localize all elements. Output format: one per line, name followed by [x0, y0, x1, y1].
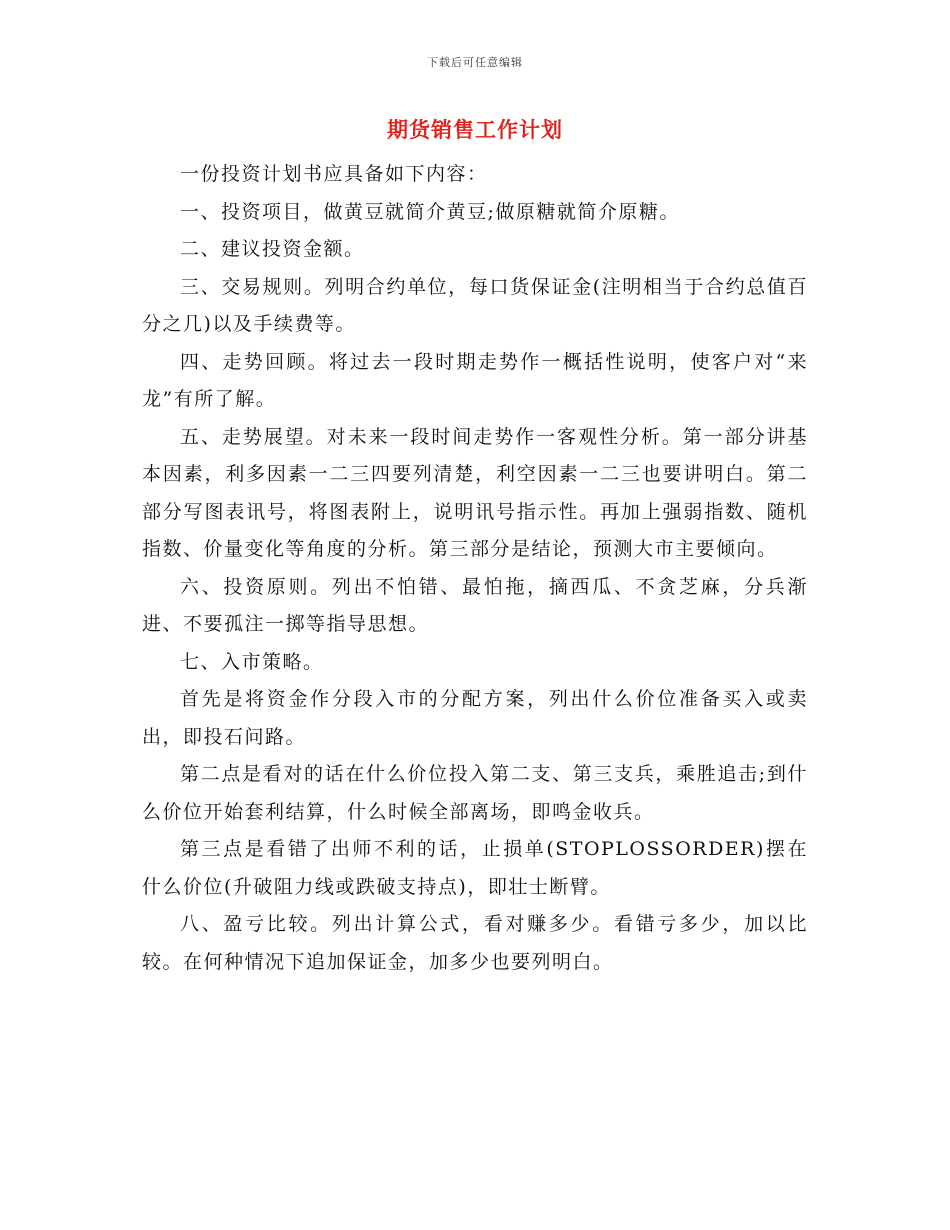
paragraph-trading-rules: 三、交易规则。列明合约单位，每口货保证金(注明相当于合约总值百分之几)以及手续费等。	[142, 275, 808, 335]
paragraph-trend-review: 四、走势回顾。将过去一段时期走势作一概括性说明，使客户对“来龙”有所了解。	[142, 350, 808, 410]
paragraph-strategy-second: 第二点是看对的话在什么价位投入第二支、第三支兵，乘胜追击;到什么价位开始套利结算，什么时候全部离场，即鸣金收兵。	[142, 763, 808, 823]
document-body	[142, 156, 808, 981]
paragraph-strategy-third: 第三点是看错了出师不利的话，止损单(STOPLOSSORDER)摆在什么价位(升破阻力线或跌破支持点)，即壮士断臂。	[142, 838, 808, 898]
document-title: 期货销售工作计划	[387, 118, 563, 142]
paragraph-investment-amount: 二、建议投资金额。	[180, 238, 365, 260]
paragraph-strategy-first: 首先是将资金作分段入市的分配方案，列出什么价位准备买入或卖出，即投石问路。	[142, 688, 808, 748]
page-header-note: 下载后可任意编辑	[427, 56, 523, 69]
paragraph-profit-loss: 八、盈亏比较。列出计算公式，看对赚多少。看错亏多少，加以比较。在何种情况下追加保证金，加多少也要列明白。	[142, 913, 808, 973]
paragraph-intro: 一份投资计划书应具备如下内容：	[180, 163, 488, 185]
paragraph-entry-strategy: 七、入市策略。	[180, 650, 324, 673]
paragraph-trend-outlook: 五、走势展望。对未来一段时间走势作一客观性分析。第一部分讲基本因素，利多因素一二三四要列清楚，利空因素一二三也要讲明白。第二部分写图表讯号，将图表附上，说明讯号指示性。再加上强弱指数、随机指数、价量变化等角度的分析。第三部分是结论，预测大市主要倾向。	[142, 425, 808, 560]
paragraph-investment-principles: 六、投资原则。列出不怕错、最怕拖，摘西瓜、不贪芝麻，分兵渐进、不要孤注一掷等指导思想。	[142, 575, 808, 635]
paragraph-investment-project: 一、投资项目，做黄豆就简介黄豆;做原糖就简介原糖。	[180, 200, 680, 223]
